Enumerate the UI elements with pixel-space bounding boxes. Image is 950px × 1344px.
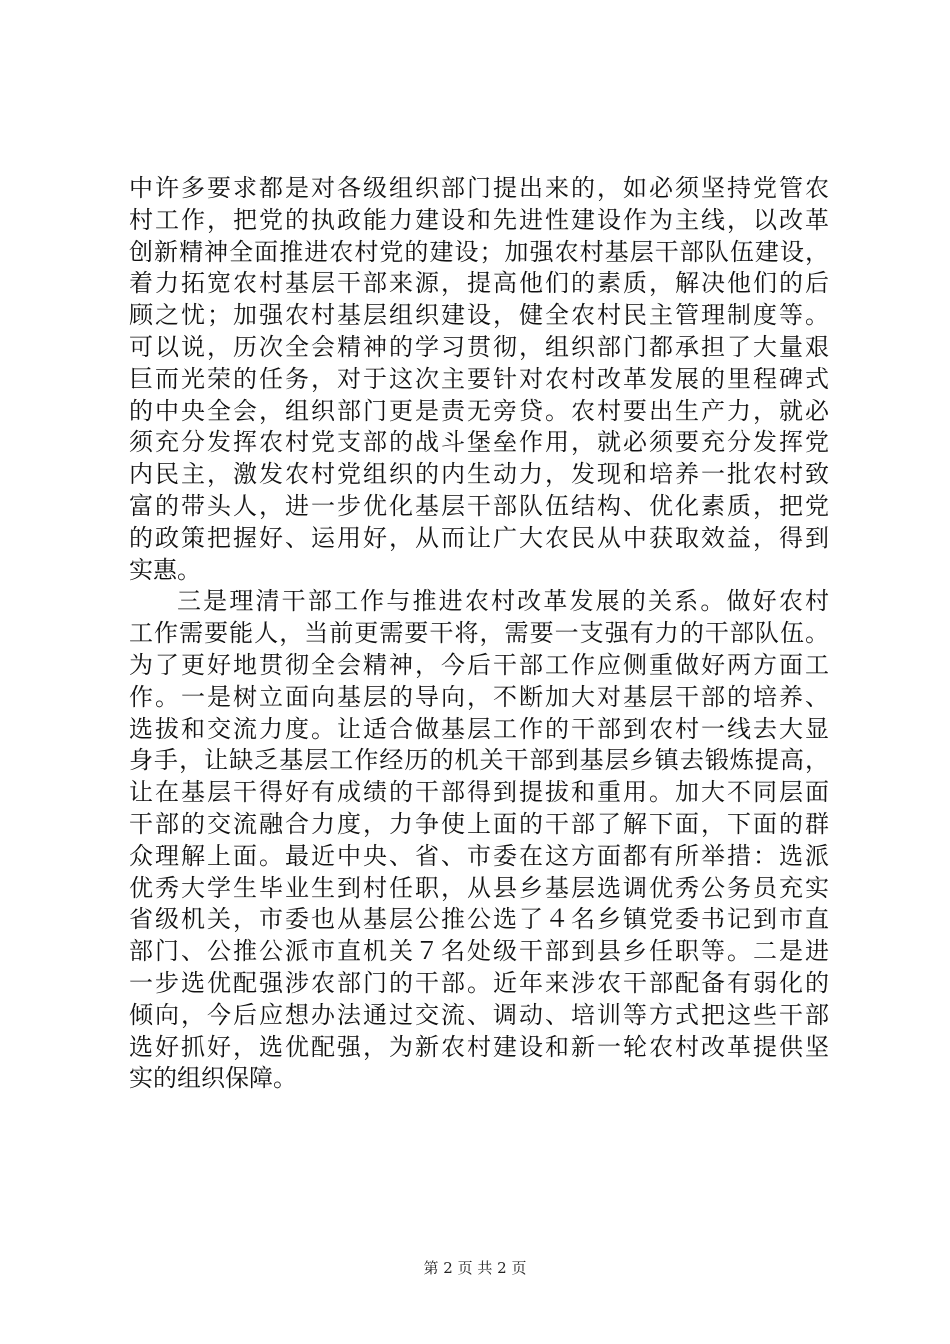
- text-line: 巨而光荣的任务，对于这次主要针对农村改革发展的里程碑式: [129, 364, 829, 393]
- text-line: 一步选优配强涉农部门的干部。近年来涉农干部配备有弱化的: [129, 968, 829, 997]
- document-body: [129, 173, 829, 1095]
- text-line: 内民主，激发农村党组织的内生动力，发现和培养一批农村致: [129, 460, 829, 489]
- text-line: 让在基层干得好有成绩的干部得到提拔和重用。加大不同层面: [129, 778, 829, 807]
- text-line: 选好抓好，选优配强，为新农村建设和新一轮农村改革提供坚: [129, 1032, 829, 1061]
- text-line: 部门、公推公派市直机关７名处级干部到县乡任职等。二是进: [129, 937, 829, 966]
- text-line: 实的组织保障。: [129, 1064, 297, 1093]
- text-line: 着力拓宽农村基层干部来源，提高他们的素质，解决他们的后: [129, 269, 829, 298]
- text-line: 的中央全会，组织部门更是责无旁贷。农村要出生产力，就必: [129, 396, 829, 425]
- text-line: 中许多要求都是对各级组织部门提出来的，如必须坚持党管农: [129, 174, 829, 202]
- text-line: 众理解上面。最近中央、省、市委在这方面都有所举措：选派: [129, 841, 829, 870]
- text-line: 实惠。: [129, 555, 201, 584]
- text-line: 须充分发挥农村党支部的战斗堡垒作用，就必须要充分发挥党: [129, 428, 829, 457]
- text-line: 富的带头人，进一步优化基层干部队伍结构、优化素质，把党: [129, 491, 829, 520]
- text-line: 干部的交流融合力度，力争使上面的干部了解下面，下面的群: [129, 809, 829, 838]
- text-line: 优秀大学生毕业生到村任职，从县乡基层选调优秀公务员充实: [129, 873, 829, 902]
- text-line: 村工作，把党的执政能力建设和先进性建设作为主线，以改革: [129, 205, 829, 234]
- page-number-footer: 第 2 页 共 2 页: [423, 1259, 527, 1277]
- text-line: 的政策把握好、运用好，从而让广大农民从中获取效益，得到: [129, 523, 829, 552]
- text-line: 工作需要能人，当前更需要干将，需要一支强有力的干部队伍。: [129, 619, 829, 648]
- text-line: 身手，让缺乏基层工作经历的机关干部到基层乡镇去锻炼提高，: [129, 746, 829, 775]
- text-line: 可以说，历次全会精神的学习贯彻，组织部门都承担了大量艰: [129, 332, 829, 361]
- text-line: 选拔和交流力度。让适合做基层工作的干部到农村一线去大显: [129, 714, 829, 743]
- text-line: 倾向，今后应想办法通过交流、调动、培训等方式把这些干部: [129, 1000, 829, 1029]
- paragraph-first-line: 三是理清干部工作与推进农村改革发展的关系。做好农村: [177, 587, 829, 616]
- text-line: 作。一是树立面向基层的导向，不断加大对基层干部的培养、: [129, 682, 829, 711]
- text-line: 省级机关，市委也从基层公推公选了４名乡镇党委书记到市直: [129, 905, 829, 934]
- text-line: 顾之忧；加强农村基层组织建设，健全农村民主管理制度等。: [129, 301, 829, 330]
- text-line: 创新精神全面推进农村党的建设；加强农村基层干部队伍建设，: [129, 237, 829, 266]
- text-line: 为了更好地贯彻全会精神，今后干部工作应侧重做好两方面工: [129, 650, 829, 679]
